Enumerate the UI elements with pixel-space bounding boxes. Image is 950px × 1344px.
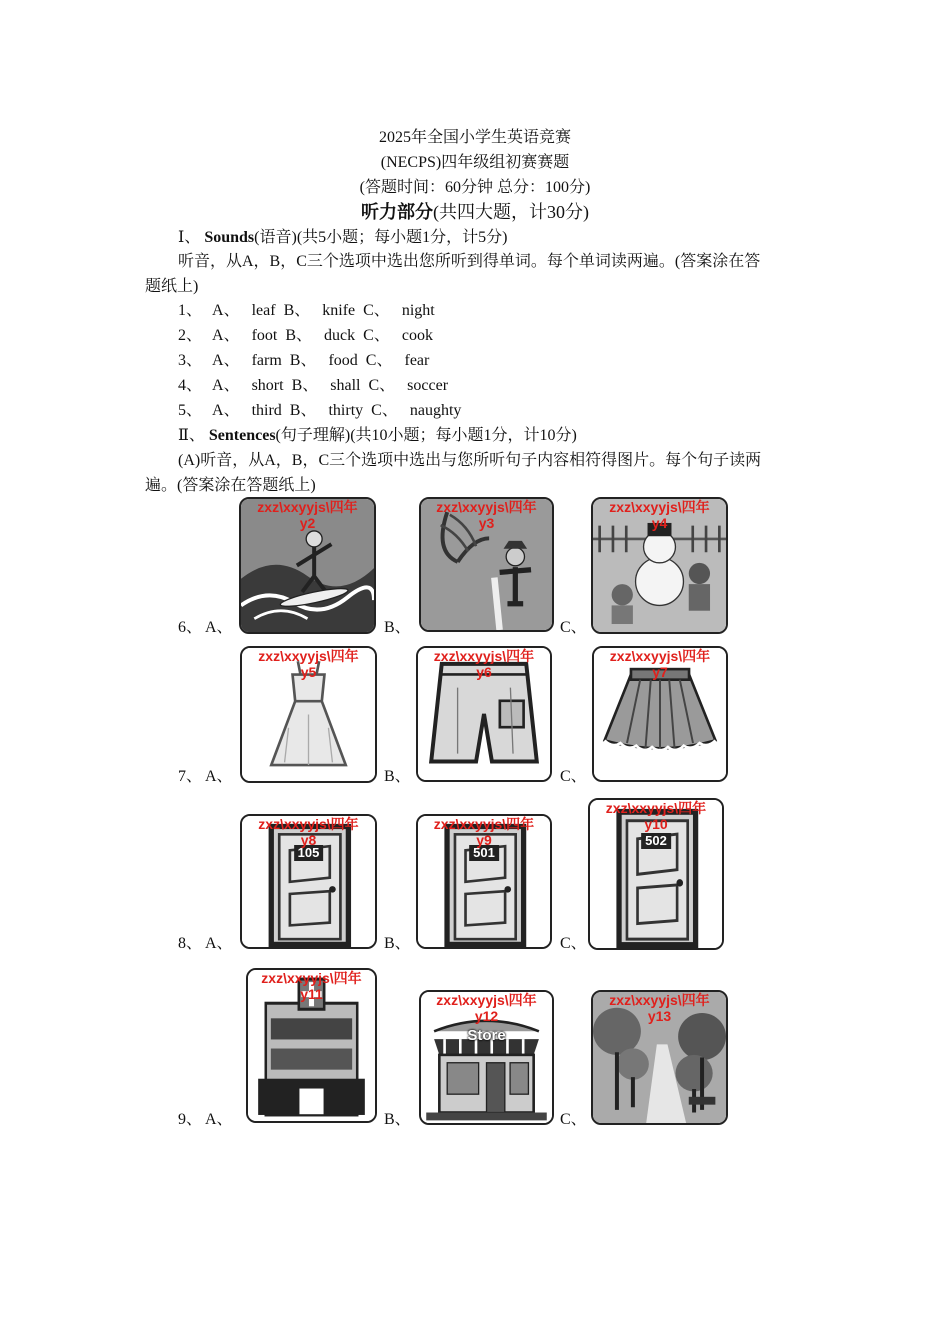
section-heading <box>0 200 950 224</box>
part1-instruction-line2: 题纸上) <box>145 278 199 295</box>
option-c-label: C、 <box>363 302 390 319</box>
option-b-label: B、 <box>289 352 317 369</box>
section-heading-rest: (共四大题，计30分) <box>433 202 589 222</box>
picture-option-a <box>239 497 376 634</box>
watermark-id: y7 <box>652 664 668 680</box>
option-c-label: C、 <box>368 377 396 394</box>
option-a-word: farm <box>251 352 282 369</box>
option-b-label: B、 <box>384 1111 411 1128</box>
watermark-id: y3 <box>478 515 495 531</box>
option-a-label: A、 <box>212 402 240 419</box>
picture-option-a <box>240 814 377 949</box>
option-a-label: A、 <box>205 1111 233 1128</box>
watermark-id: y13 <box>647 1008 672 1024</box>
watermark-text: zxz\xxyyjs\四年 <box>433 816 535 832</box>
picture-question-number: 9、 <box>178 1111 203 1128</box>
watermark-text: zxz\xxyyjs\四年 <box>609 499 710 515</box>
picture-option-a <box>240 646 377 783</box>
picture-question-number: 8、 <box>178 935 203 952</box>
picture-question-number: 7、 <box>178 768 203 785</box>
watermark-text: zxz\xxyyjs\四年 <box>436 992 537 1008</box>
question-number: 2、 <box>178 327 203 344</box>
watermark-id: y2 <box>299 515 316 531</box>
picture-question-number: 6、 <box>178 619 203 636</box>
option-c-label: C、 <box>363 327 390 344</box>
door-number-plate: 502 <box>641 833 671 849</box>
option-c-word: night <box>401 302 435 319</box>
option-a-label: A、 <box>212 302 240 319</box>
watermark-text: zxz\xxyyjs\四年 <box>257 499 358 515</box>
watermark-text: zxz\xxyyjs\四年 <box>436 499 537 515</box>
picture-option-b <box>419 990 554 1125</box>
watermark-text: zxz\xxyyjs\四年 <box>433 648 535 664</box>
option-c-label: C、 <box>365 352 393 369</box>
option-a-label: A、 <box>205 619 233 636</box>
watermark-text: zxz\xxyyjs\四年 <box>261 970 362 986</box>
option-c-word: naughty <box>409 402 462 419</box>
part2-instruction-line1: (A)听音，从A，B，C三个选项中选出与您所听句子内容相符得图片。每个句子读两 <box>178 452 762 469</box>
option-c-word: cook <box>401 327 433 344</box>
option-a-label: A、 <box>212 377 240 394</box>
picture-option-c <box>591 497 728 634</box>
option-a-label: A、 <box>212 327 240 344</box>
question-number: 3、 <box>178 352 203 369</box>
picture-option-c <box>591 990 728 1125</box>
option-a-label: A、 <box>205 768 233 785</box>
sounds-question <box>178 351 437 371</box>
part1-numeral: Ⅰ、 <box>178 229 201 246</box>
watermark-id: y12 <box>474 1008 499 1024</box>
option-b-label: B、 <box>291 377 319 394</box>
part2-heading <box>178 426 577 446</box>
part1-instruction-line1: 听音，从A，B，C三个选项中选出您所听到得单词。每个单词读两遍。(答案涂在答 <box>178 253 761 270</box>
option-c-word: soccer <box>407 377 449 394</box>
watermark-id: y4 <box>651 515 668 531</box>
watermark-text: zxz\xxyyjs\四年 <box>605 800 707 816</box>
exam-title: 2025年全国小学生英语竞赛 <box>378 129 571 146</box>
option-c-label: C、 <box>560 768 587 785</box>
option-c-label: C、 <box>371 402 398 419</box>
door-number-plate: 501 <box>469 845 499 861</box>
watermark-id: y6 <box>476 664 492 680</box>
option-b-word: food <box>328 352 358 369</box>
option-c-label: C、 <box>560 935 587 952</box>
watermark-id: y10 <box>644 816 668 832</box>
option-b-label: B、 <box>285 327 313 344</box>
part2-name: Sentences <box>208 427 276 444</box>
option-b-word: shall <box>330 377 361 394</box>
sounds-question <box>178 301 443 321</box>
part1-name: Sounds <box>204 229 255 246</box>
picture-option-c <box>588 798 724 950</box>
watermark-id: y5 <box>300 664 317 680</box>
watermark-text: zxz\xxyyjs\四年 <box>258 648 359 664</box>
part1-heading <box>178 228 507 248</box>
picture-option-b <box>419 497 554 632</box>
sounds-question <box>178 376 456 396</box>
part2-instruction-line2: 遍。(答案涂在答题纸上) <box>145 477 316 494</box>
exam-time-info: (答题时间：60分钟 总分：100分) <box>359 179 591 196</box>
option-a-word: third <box>251 402 282 419</box>
option-b-label: B、 <box>289 402 317 419</box>
watermark-id: y9 <box>476 832 492 848</box>
option-c-word: fear <box>404 352 430 369</box>
option-a-label: A、 <box>212 352 240 369</box>
option-b-word: thirty <box>328 402 364 419</box>
question-number: 5、 <box>178 402 203 419</box>
option-b-label: B、 <box>384 619 411 636</box>
watermark-text: zxz\xxyyjs\四年 <box>609 992 710 1008</box>
exam-subtitle: (NECPS)四年级组初赛赛题 <box>380 154 570 171</box>
option-a-word: foot <box>251 327 278 344</box>
option-c-label: C、 <box>560 1111 587 1128</box>
option-c-label: C、 <box>560 619 587 636</box>
option-b-label: B、 <box>384 935 411 952</box>
sounds-question <box>178 326 441 346</box>
option-b-label: B、 <box>384 768 411 785</box>
part1-info: (语音)(共5小题；每小题1分，计5分) <box>254 229 508 246</box>
watermark-id: y8 <box>300 832 317 848</box>
picture-option-c <box>592 646 728 782</box>
part2-info: (句子理解)(共10小题；每小题1分，计10分) <box>275 427 577 444</box>
door-number-plate: 105 <box>294 845 324 861</box>
option-a-label: A、 <box>205 935 233 952</box>
option-a-word: short <box>251 377 284 394</box>
picture-option-b <box>416 814 552 949</box>
picture-option-a <box>246 968 377 1123</box>
question-number: 1、 <box>178 302 203 319</box>
option-a-word: leaf <box>251 302 276 319</box>
option-b-word: knife <box>322 302 356 319</box>
store-sign: Store <box>467 1027 506 1045</box>
watermark-text: zxz\xxyyjs\四年 <box>609 648 711 664</box>
option-b-label: B、 <box>283 302 311 319</box>
sounds-question <box>178 401 469 421</box>
question-number: 4、 <box>178 377 203 394</box>
watermark-text: zxz\xxyyjs\四年 <box>258 816 359 832</box>
picture-option-b <box>416 646 552 782</box>
section-heading-bold: 听力部分 <box>361 202 433 222</box>
watermark-id: y11 <box>300 986 323 1002</box>
part2-numeral: Ⅱ、 <box>178 427 205 444</box>
option-b-word: duck <box>324 327 356 344</box>
